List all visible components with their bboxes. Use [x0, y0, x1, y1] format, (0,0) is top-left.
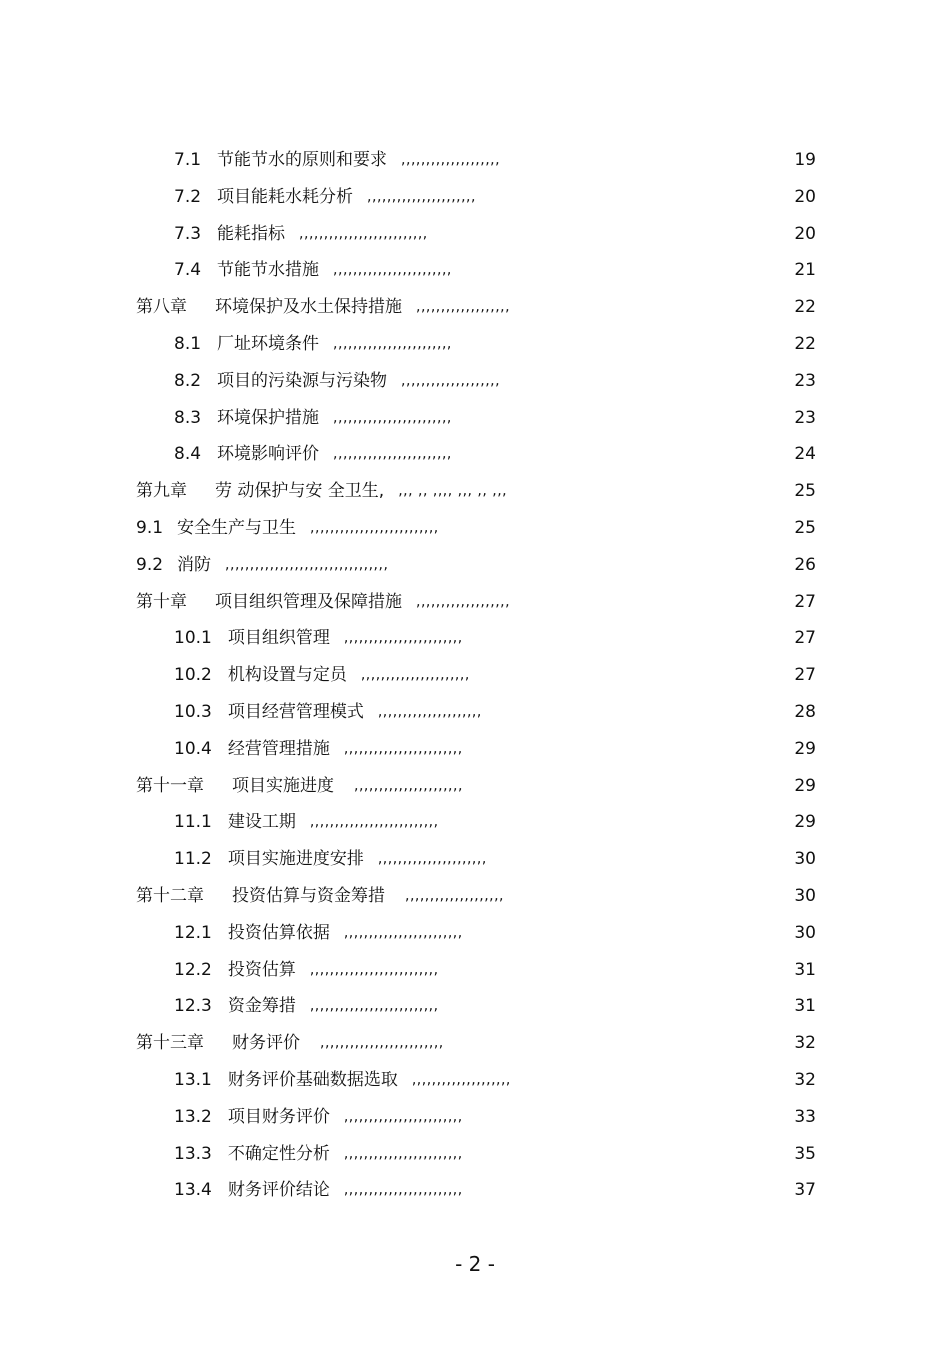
toc-entry-title: 项目的污染源与污染物: [217, 370, 388, 391]
toc-entry-page: 27: [794, 665, 816, 686]
toc-entry-page: 31: [794, 996, 816, 1017]
toc-entry-title: 项目经营管理模式: [227, 701, 364, 722]
toc-entry-leader: ,,,,,,,,,,,,,,,,,,,,,,,,,,: [309, 998, 439, 1015]
toc-entry-title: 机构设置与定员: [227, 665, 347, 686]
toc-entry[interactable]: [0, 1136, 950, 1173]
toc-entry-title: 劳 动保护与安 全卫生,: [215, 481, 385, 502]
toc-entry-page: 19: [794, 150, 816, 170]
toc-entry-number: 第十章: [136, 591, 187, 612]
toc-entry-number: 11.2: [174, 849, 212, 870]
toc-entry-number: 10.2: [174, 665, 212, 686]
toc-entry[interactable]: [0, 841, 950, 878]
toc-entry-number: 7.3: [174, 223, 202, 244]
toc-entry[interactable]: [0, 915, 950, 952]
toc-entry-page: 22: [794, 333, 816, 354]
toc-entry[interactable]: [0, 216, 950, 253]
toc-entry-number: 9.2: [136, 554, 164, 575]
toc-entry-title: 环境保护及水土保持措施: [215, 297, 402, 318]
toc-entry-leader: ,,, ,, ,,,, ,,, ,, ,,,: [398, 483, 508, 500]
toc-entry[interactable]: [0, 436, 950, 473]
toc-entry-page: 32: [794, 1069, 816, 1090]
toc-entry[interactable]: [0, 400, 950, 437]
toc-entry-leader: ,,,,,,,,,,,,,,,,,,,,: [401, 152, 501, 168]
toc-entry-page: 23: [794, 370, 816, 391]
toc-entry[interactable]: [0, 326, 950, 363]
toc-entry-title: 环境保护措施: [217, 407, 320, 428]
toc-entry-page: 27: [794, 628, 816, 649]
toc-entry-page: 30: [794, 922, 816, 943]
toc-entry-number: 10.4: [174, 738, 212, 759]
toc-entry-page: 21: [794, 260, 816, 281]
toc-entry[interactable]: [0, 804, 950, 841]
toc-entry[interactable]: [0, 363, 950, 400]
toc-entry[interactable]: [0, 547, 950, 584]
toc-entry-title: 经营管理措施: [227, 738, 330, 759]
toc-entry-page: 25: [794, 517, 816, 538]
toc-entry-leader: ,,,,,,,,,,,,,,,,,,,,,,,,,,: [299, 225, 428, 242]
page-number: - 2 -: [455, 1252, 495, 1276]
toc-entry[interactable]: [0, 1062, 950, 1099]
toc-entry-leader: ,,,,,,,,,,,,,,,,,,,,,,: [354, 777, 463, 794]
toc-entry-leader: ,,,,,,,,,,,,,,,,,,,,,,: [367, 188, 476, 205]
toc-entry-title: 节能节水措施: [217, 260, 320, 281]
toc-entry[interactable]: [0, 768, 950, 805]
toc-entry-leader: ,,,,,,,,,,,,,,,,,,,,,,,,: [333, 446, 452, 463]
toc-entry[interactable]: [0, 510, 950, 547]
toc-entry-page: 29: [794, 812, 816, 833]
toc-entry-leader: ,,,,,,,,,,,,,,,,,,,,,,: [360, 667, 470, 684]
toc-entry[interactable]: [0, 878, 950, 915]
toc-entry-page: 30: [794, 849, 816, 870]
toc-entry-title: 项目组织管理: [227, 628, 330, 649]
toc-entry-page: 22: [794, 297, 816, 318]
toc-entry-title: 财务评价: [232, 1033, 300, 1054]
toc-entry-leader: ,,,,,,,,,,,,,,,,,,,,,,,,,,: [310, 519, 439, 536]
toc-entry-number: 12.3: [174, 996, 212, 1017]
toc-entry[interactable]: [0, 1099, 950, 1136]
toc-entry-title: 节能节水的原则和要求: [217, 150, 388, 170]
toc-entry-leader: ,,,,,,,,,,,,,,,,,,,,,,,,,: [320, 1035, 444, 1052]
toc-entry[interactable]: [0, 657, 950, 694]
toc-entry-number: 13.1: [174, 1069, 212, 1090]
toc-entry-leader: ,,,,,,,,,,,,,,,,,,,,,,: [377, 851, 487, 868]
toc-entry-leader: ,,,,,,,,,,,,,,,,,,,,,,,,,,,,,,,,,: [225, 556, 389, 573]
toc-entry-page: 32: [794, 1033, 816, 1054]
toc-entry-title: 厂址环境条件: [217, 333, 320, 354]
toc-entry-number: 第十一章: [136, 775, 204, 796]
toc-entry-leader: ,,,,,,,,,,,,,,,,,,,,,,,,: [343, 924, 463, 941]
toc-entry-title: 消防: [177, 554, 212, 575]
toc-entry-title: 投资估算与资金筹措: [232, 885, 385, 906]
toc-entry-number: 13.2: [174, 1106, 212, 1127]
toc-entry-title: 投资估算依据: [227, 922, 330, 943]
toc-entry[interactable]: [0, 952, 950, 989]
toc-entry[interactable]: [0, 142, 950, 179]
toc-entry-page: 29: [794, 775, 816, 796]
toc-entry-number: 7.2: [174, 186, 202, 207]
toc-entry-number: 11.1: [174, 812, 212, 833]
toc-entry[interactable]: [0, 731, 950, 768]
toc-entry[interactable]: [0, 694, 950, 731]
toc-entry-title: 项目实施进度安排: [227, 849, 364, 870]
toc-entry-leader: ,,,,,,,,,,,,,,,,,,,,: [405, 887, 505, 904]
toc-entry-leader: ,,,,,,,,,,,,,,,,,,,: [416, 593, 511, 610]
toc-entry-number: 8.2: [174, 370, 202, 391]
toc-entry-page: 28: [794, 701, 816, 722]
toc-entry-title: 项目财务评价: [227, 1106, 330, 1127]
toc-entry-leader: ,,,,,,,,,,,,,,,,,,,,,,,,: [343, 740, 463, 757]
toc-entry-number: 12.2: [174, 959, 212, 980]
toc-entry-number: 第九章: [136, 481, 187, 502]
toc-entry-leader: ,,,,,,,,,,,,,,,,,,,,,,,,: [343, 1182, 463, 1199]
toc-entry-title: 项目能耗水耗分析: [217, 186, 354, 207]
toc-entry-page: 33: [794, 1106, 816, 1127]
toc-entry[interactable]: [0, 289, 950, 326]
toc-entry-page: 31: [794, 959, 816, 980]
toc-entry[interactable]: [0, 620, 950, 657]
toc-entry-page: 26: [794, 554, 816, 575]
toc-entry-number: 8.3: [174, 407, 202, 428]
toc-entry-page: 24: [794, 444, 816, 465]
toc-entry-leader: ,,,,,,,,,,,,,,,,,,,,: [411, 1071, 511, 1088]
toc-entry-page: 27: [794, 591, 816, 612]
toc-entry-leader: ,,,,,,,,,,,,,,,,,,,,: [401, 372, 501, 389]
table-of-contents: [0, 142, 950, 1209]
toc-entry[interactable]: [0, 584, 950, 621]
toc-entry[interactable]: [0, 988, 950, 1025]
toc-entry-leader: ,,,,,,,,,,,,,,,,,,,,,,,,: [343, 1108, 463, 1125]
toc-entry-page: 20: [794, 223, 816, 244]
toc-entry-leader: ,,,,,,,,,,,,,,,,,,,,,,,,: [343, 630, 463, 647]
toc-entry-title: 投资估算: [227, 959, 296, 980]
toc-entry[interactable]: [0, 1025, 950, 1062]
toc-entry[interactable]: [0, 252, 950, 289]
toc-entry-leader: ,,,,,,,,,,,,,,,,,,,,,,,,: [333, 262, 452, 279]
toc-entry-title: 项目组织管理及保障措施: [215, 591, 402, 612]
toc-entry[interactable]: [0, 179, 950, 216]
toc-entry-title: 安全生产与卫生: [177, 517, 297, 538]
toc-entry-title: 能耗指标: [217, 223, 286, 244]
toc-entry-page: 20: [794, 186, 816, 207]
toc-entry-number: 13.3: [174, 1143, 212, 1164]
toc-entry-number: 第十三章: [136, 1033, 204, 1054]
toc-entry[interactable]: [0, 473, 950, 510]
toc-entry-number: 13.4: [174, 1180, 212, 1201]
toc-entry-page: 35: [794, 1143, 816, 1164]
toc-entry-leader: ,,,,,,,,,,,,,,,,,,,,,,,,: [333, 335, 452, 352]
toc-entry-leader: ,,,,,,,,,,,,,,,,,,,,,,,,: [343, 1145, 463, 1162]
toc-entry-title: 环境影响评价: [217, 444, 320, 465]
toc-entry-number: 12.1: [174, 922, 212, 943]
toc-entry-leader: ,,,,,,,,,,,,,,,,,,,,,,,,: [333, 409, 452, 426]
toc-entry-leader: ,,,,,,,,,,,,,,,,,,,,,,,,,,: [309, 814, 439, 831]
toc-entry-title: 不确定性分析: [227, 1143, 330, 1164]
toc-entry-page: 29: [794, 738, 816, 759]
toc-entry-number: 9.1: [136, 517, 164, 538]
toc-entry-number: 10.3: [174, 701, 212, 722]
toc-entry-number: 10.1: [174, 628, 212, 649]
toc-entry-page: 37: [794, 1180, 816, 1201]
toc-entry-number: 8.4: [174, 444, 202, 465]
toc-entry-title: 资金筹措: [227, 996, 296, 1017]
toc-entry[interactable]: [0, 1172, 950, 1209]
toc-entry-number: 7.1: [174, 150, 202, 170]
toc-entry-number: 7.4: [174, 260, 202, 281]
toc-entry-number: 8.1: [174, 333, 202, 354]
toc-entry-page: 25: [794, 481, 816, 502]
toc-entry-leader: ,,,,,,,,,,,,,,,,,,,,,,,,,,: [309, 961, 439, 978]
toc-entry-page: 30: [794, 885, 816, 906]
toc-entry-leader: ,,,,,,,,,,,,,,,,,,,: [416, 299, 511, 316]
toc-entry-title: 财务评价基础数据选取: [227, 1069, 398, 1090]
toc-entry-page: 23: [794, 407, 816, 428]
toc-entry-title: 项目实施进度: [232, 775, 334, 796]
toc-entry-title: 财务评价结论: [227, 1180, 330, 1201]
toc-entry-title: 建设工期: [227, 812, 296, 833]
toc-entry-leader: ,,,,,,,,,,,,,,,,,,,,,: [377, 703, 482, 720]
toc-entry-number: 第十二章: [136, 885, 204, 906]
toc-entry-number: 第八章: [136, 297, 187, 318]
